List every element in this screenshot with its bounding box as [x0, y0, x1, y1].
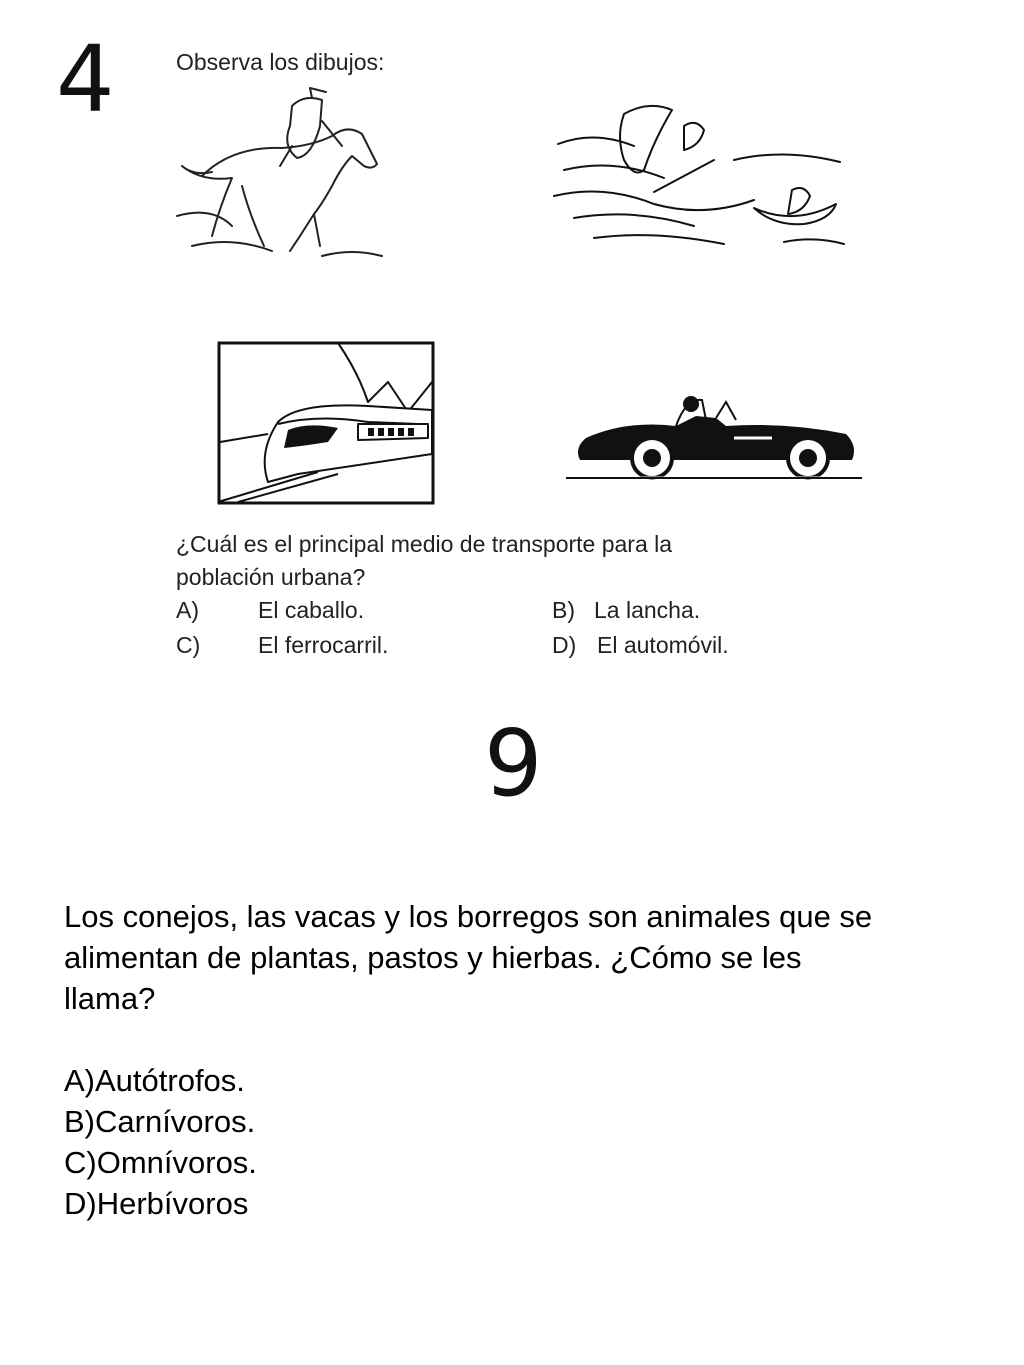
q4-option-a-text: El caballo.: [258, 597, 365, 623]
q9-option-c: C)Omnívoros.: [64, 1145, 257, 1180]
train-illustration: [218, 342, 434, 504]
q9-option-a: A)Autótrofos.: [64, 1063, 245, 1098]
question-number-9: 9: [484, 710, 543, 817]
q4-option-d-text: El automóvil.: [597, 632, 729, 658]
car-illustration: [566, 390, 862, 486]
q4-option-d-letter: D): [552, 632, 577, 658]
q9-question-line2: alimentan de plantas, pastos y hierbas. ¿Cómo se les: [64, 940, 802, 975]
q4-option-c-text: El ferrocarril.: [258, 632, 389, 658]
q9-option-d: D)Herbívoros: [64, 1186, 249, 1221]
q4-option-b-text: La lancha.: [594, 597, 701, 623]
question-number-4: 4: [56, 26, 115, 133]
canoes-illustration: [554, 100, 850, 260]
instruction: Observa los dibujos:: [176, 49, 385, 75]
q4-question-line2: población urbana?: [176, 564, 366, 590]
q9-question: [64, 896, 1004, 1019]
q9-question-line1: Los conejos, las vacas y los borregos son animales que se: [64, 899, 873, 934]
q4-option-a-letter: A): [176, 597, 199, 623]
q4-question-line1: ¿Cuál es el principal medio de transporte para la: [176, 531, 673, 557]
q9-option-b: B)Carnívoros.: [64, 1104, 256, 1139]
q9-question-line3: llama?: [64, 981, 156, 1016]
horse-rider-illustration: [172, 86, 392, 266]
q9-options: [64, 1060, 257, 1224]
q4-option-b-letter: B): [552, 597, 575, 623]
q4-option-c-letter: C): [176, 632, 201, 658]
